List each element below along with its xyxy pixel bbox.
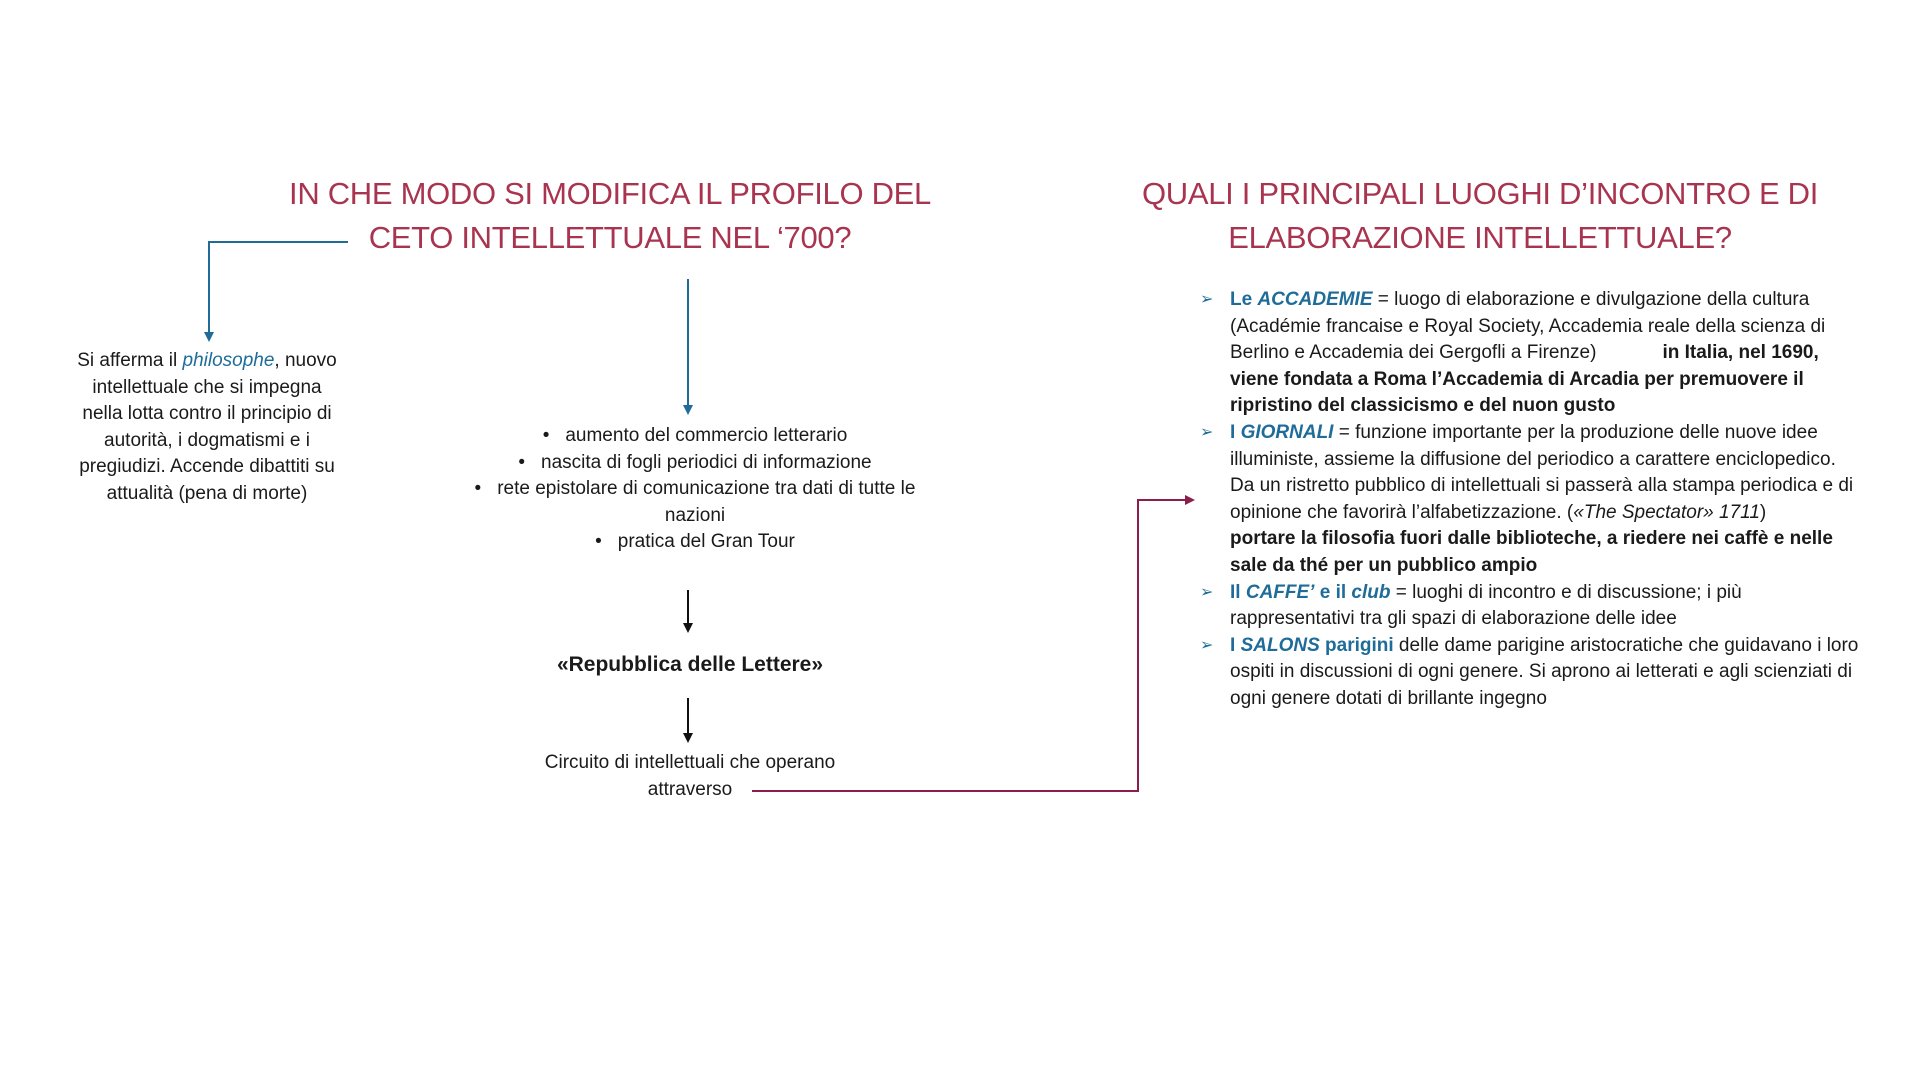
bullet-item	[470, 476, 920, 529]
bullet-dot: •	[474, 478, 482, 500]
bullet-text: aumento del commercio letterario	[565, 425, 848, 446]
changes-bullet-list	[470, 423, 920, 556]
arrow-bullet-icon: ➢	[1200, 636, 1214, 654]
place-text: = luoghi di incontro e di discussione; i più rappresentativi tra gli spazi di elaborazione delle idee	[1230, 581, 1742, 630]
place-item-salons	[1200, 633, 1860, 713]
arrow-to-philosophe	[209, 242, 348, 337]
philosophe-lead: Si afferma il	[77, 350, 183, 371]
right-title-line-1: QUALI I PRINCIPALI LUOGHI D’INCONTRO E DI	[1141, 176, 1819, 211]
bullet-text: pratica del Gran Tour	[617, 531, 795, 553]
place-text: = luogo di elaborazione e divulgazione della cultura (Académie francaise e Royal Society, Accademia reale della scienza di Berlino e Accademia dei Gergofli a Firenze)	[1230, 289, 1826, 364]
bullet-dot: •	[595, 531, 602, 553]
bullet-item	[470, 529, 920, 556]
philosophe-term: philosophe	[182, 350, 275, 371]
place-emphasis: in Italia, nel 1690, viene fondata a Roma l’Accademia di Arcadia per premuovere il ripristino del classicismo e del nuon gusto	[1230, 342, 1819, 417]
bullet-item	[470, 450, 920, 477]
place-item-caffe	[1200, 580, 1860, 633]
bullet-item	[470, 423, 920, 450]
bullet-dot: •	[518, 451, 526, 473]
bullet-dot: •	[542, 425, 550, 446]
philosophe-block	[72, 348, 342, 508]
place-text: )	[1759, 501, 1767, 523]
philosophe-description: , nuovo intellettuale che si impegna nella lotta contro il principio di autorità, i dogmatismi e i pregiudizi. Accende dibattiti su attualità (pena di morte)	[79, 350, 337, 504]
place-text: delle dame parigine aristocratiche che guidavano i loro ospiti in discussioni di ogni genere. Si aprono ai letterati e agli scienziati di ogni genere dotati di brillante ingegno	[1230, 634, 1859, 709]
place-emphasis: portare la filosofia fuori dalle biblioteche, a riedere nei caffè e nelle sale da thé per un pubblico ampio	[1230, 528, 1833, 576]
place-item-accademie	[1200, 287, 1860, 420]
arrow-bullet-icon: ➢	[1200, 583, 1214, 601]
place-italic: «The Spectator» 1711	[1573, 501, 1760, 523]
place-item-giornali	[1200, 420, 1860, 580]
place-key: Il CAFFE’ e il club	[1230, 581, 1391, 603]
bullet-text: nascita di fogli periodici di informazione	[541, 451, 872, 473]
repubblica-delle-lettere: «Repubblica delle Lettere»	[556, 653, 824, 676]
circuito-text: Circuito di intellettuali che operano attraverso	[544, 752, 836, 800]
bullet-text: rete epistolare di comunicazione tra dati di tutte le nazioni	[497, 478, 916, 526]
place-key: I SALONS parigini	[1230, 634, 1394, 656]
place-text: = funzione importante per la produzione delle nuove idee illuministe, assieme la diffusione del periodico a carattere enciclopedico. Da un ristretto pubblico di intellettuali si passerà alla stampa periodica e di opinione che favorirà l’alfabetizzazione. (	[1230, 421, 1854, 523]
left-title-line-2: CETO INTELLETTUALE NEL ‘700?	[368, 220, 852, 255]
arrow-bullet-icon: ➢	[1200, 423, 1214, 441]
place-key: I GIORNALI	[1230, 421, 1334, 443]
right-title-line-2: ELABORAZIONE INTELLETTUALE?	[1228, 220, 1732, 255]
arrow-bullet-icon: ➢	[1200, 291, 1214, 308]
places-list	[1200, 287, 1860, 713]
place-key: Le ACCADEMIE	[1230, 289, 1373, 310]
left-title-line-1: IN CHE MODO SI MODIFICA IL PROFILO DEL	[289, 176, 931, 211]
